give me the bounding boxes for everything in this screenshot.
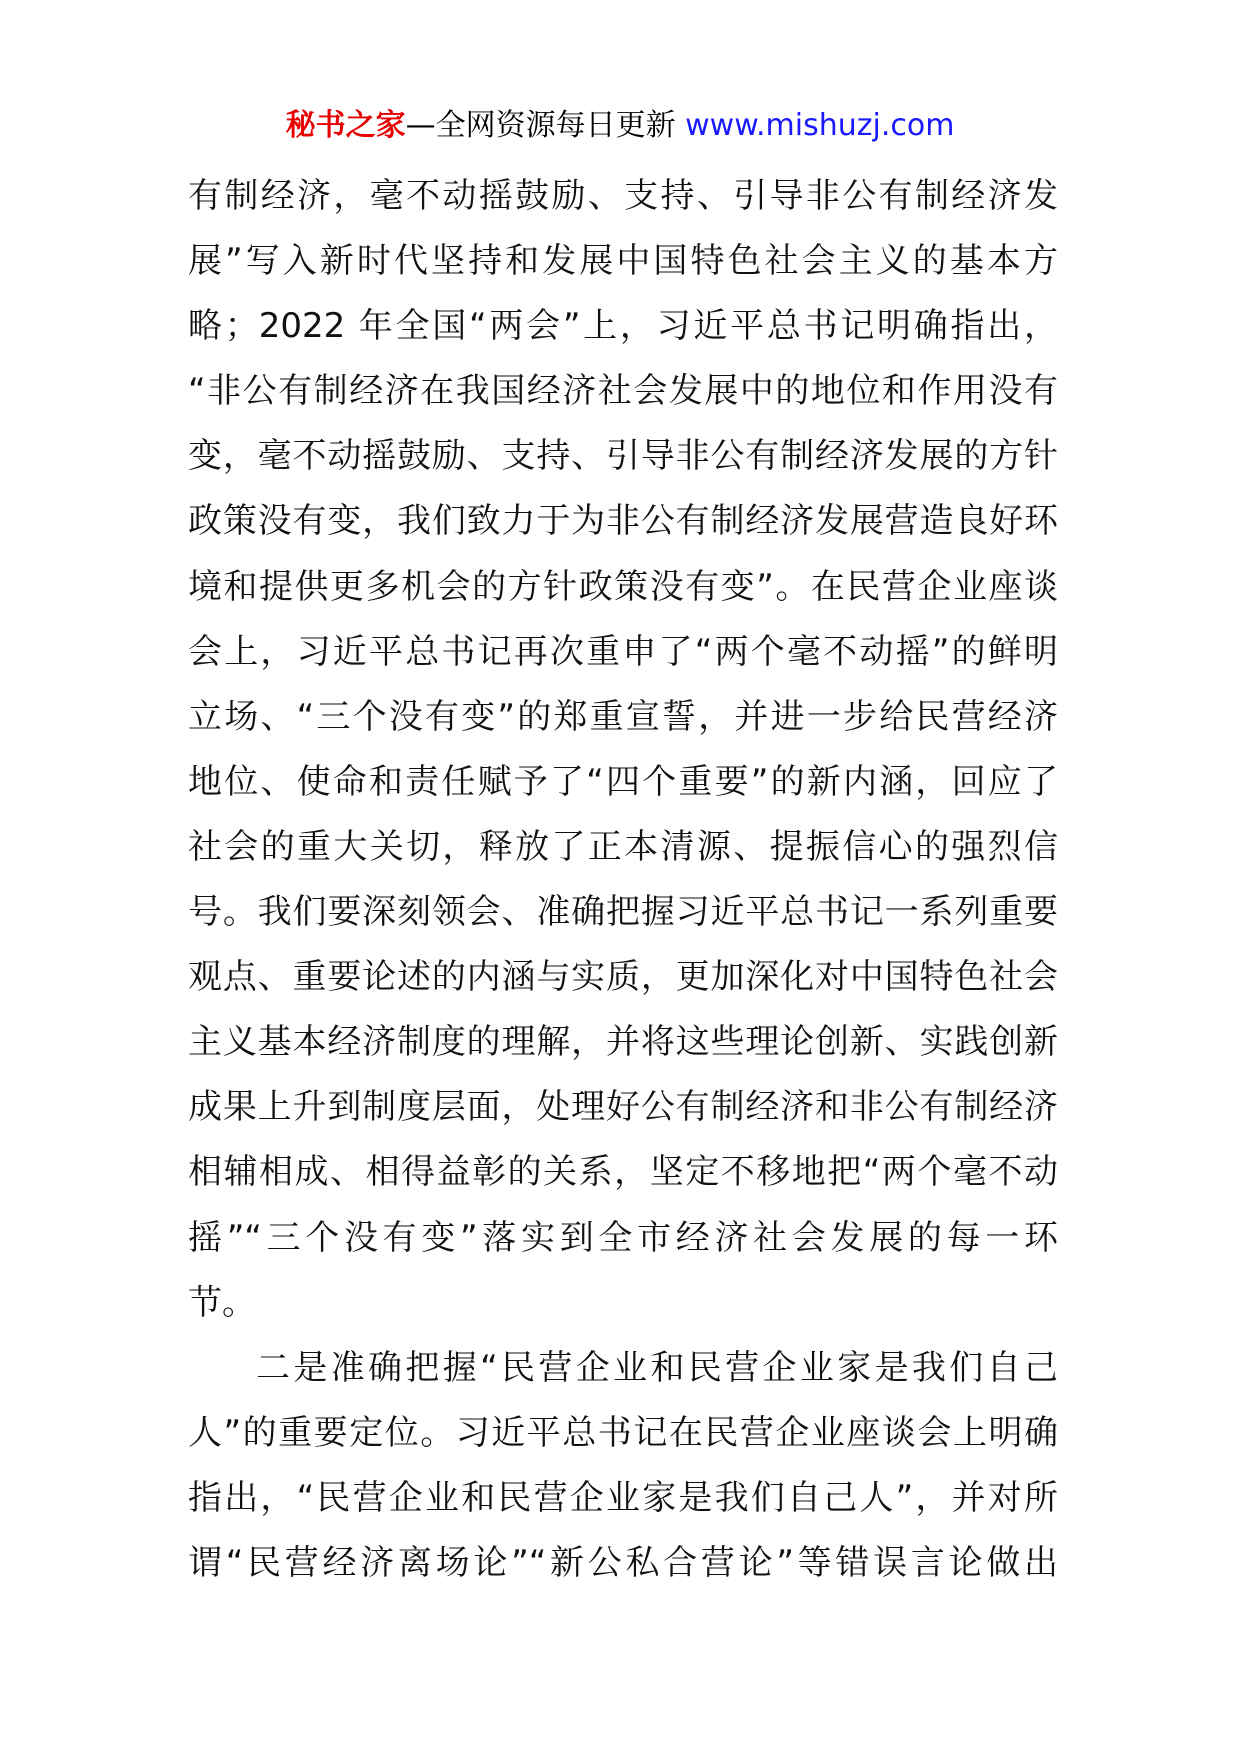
text-line: “非公有制经济在我国经济社会发展中的地位和作用没有 [188,371,1058,412]
text-line: 有制经济，毫不动摇鼓励、支持、引导非公有制经济发 [188,176,1058,216]
text-line: 展”写入新时代坚持和发展中国特色社会主义的基本方 [188,241,1058,282]
brand-name: 秘书之家 [285,108,406,143]
text-line-paragraph-start: 二是准确把握“民营企业和民营企业家是我们自己 [256,1347,1058,1388]
text-line: 摇”“三个没有变”落实到全市经济社会发展的每一环 [188,1217,1058,1258]
text-line: 会上，习近平总书记再次重申了“两个毫不动摇”的鲜明 [188,631,1058,672]
text-line: 境和提供更多机会的方针政策没有变”。在民营企业座谈 [188,566,1058,607]
page-header [0,100,1240,152]
text-line: 人”的重要定位。习近平总书记在民营企业座谈会上明确 [188,1412,1058,1453]
text-line: 地位、使命和责任赋予了“四个重要”的新内涵，回应了 [188,761,1058,802]
text-line: 指出，“民营企业和民营企业家是我们自己人”，并对所 [188,1477,1058,1518]
text-line: 主义基本经济制度的理解，并将这些理论创新、实践创新 [188,1022,1058,1063]
text-line: 相辅相成、相得益彰的关系，坚定不移地把“两个毫不动 [188,1152,1058,1193]
text-line: 成果上升到制度层面，处理好公有制经济和非公有制经济 [188,1087,1058,1128]
text-line: 谓“民营经济离场论”“新公私合营论”等错误言论做出 [188,1542,1058,1583]
website-link[interactable]: www.mishuzj.com [685,108,955,143]
text-line: 号。我们要深刻领会、准确把握习近平总书记一系列重要 [188,892,1058,933]
text-line: 变，毫不动摇鼓励、支持、引导非公有制经济发展的方针 [188,436,1058,477]
body-text [188,164,1058,1596]
text-line: 社会的重大关切，释放了正本清源、提振信心的强烈信 [188,826,1058,867]
text-line: 观点、重要论述的内涵与实质，更加深化对中国特色社会 [188,957,1058,998]
text-line: 立场、“三个没有变”的郑重宣誓，并进一步给民营经济 [188,696,1058,737]
header-slogan: —全网资源每日更新 [405,108,676,143]
text-line-paragraph-end: 节。 [188,1282,256,1323]
text-line: 政策没有变，我们致力于为非公有制经济发展营造良好环 [188,501,1058,542]
text-line: 略；2022 年全国“两会”上，习近平总书记明确指出， [188,306,1058,347]
